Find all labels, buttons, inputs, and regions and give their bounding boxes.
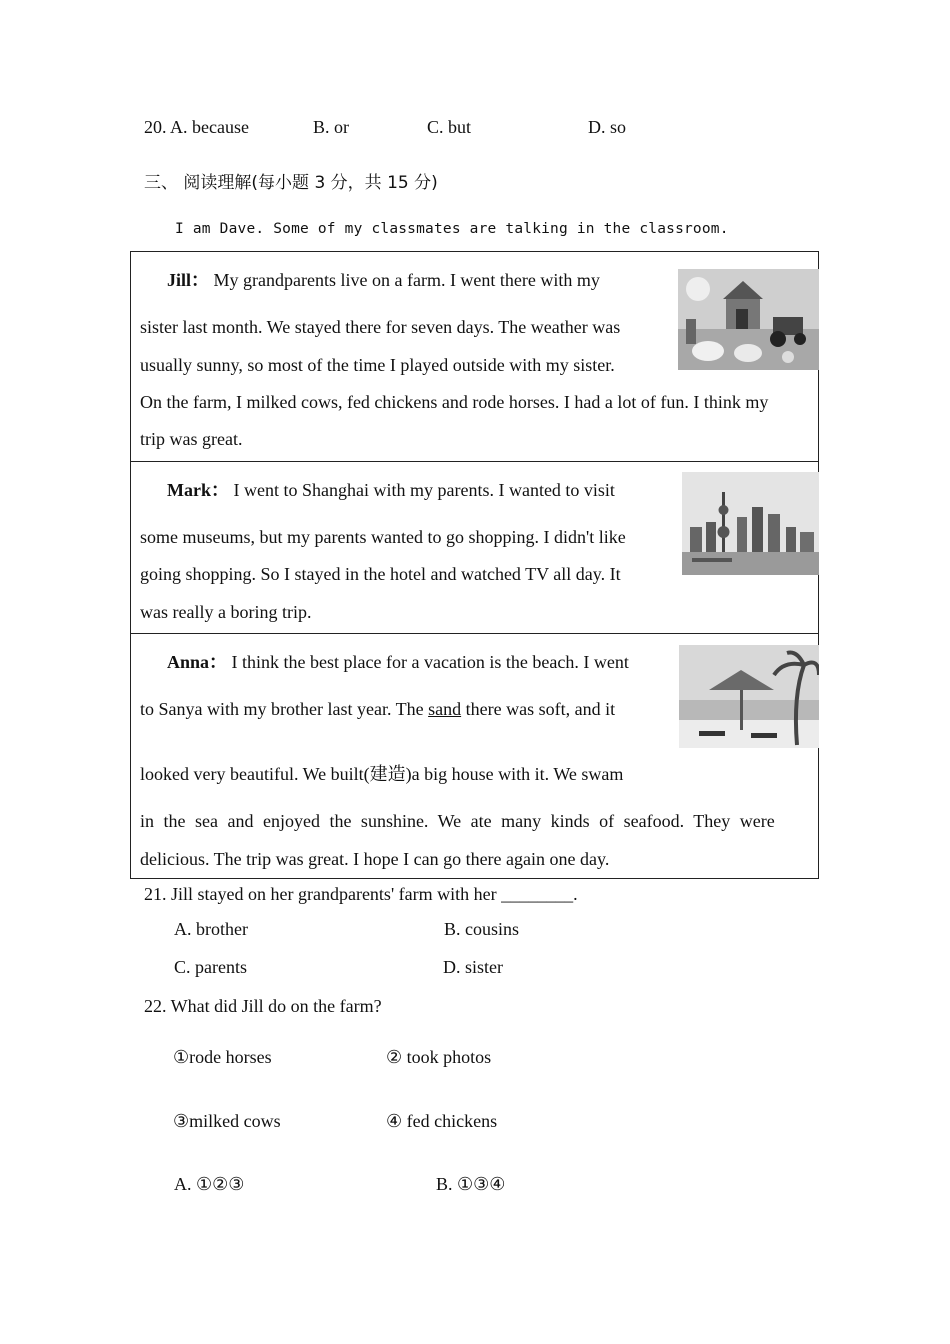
passage-divider <box>131 633 818 634</box>
q21-option-a: A. brother <box>174 919 248 939</box>
q22-option-a: A. ①②③ <box>174 1174 245 1194</box>
shanghai-skyline-image <box>682 472 819 575</box>
speaker-jill: Jill： <box>167 270 210 290</box>
speaker-mark: Mark： <box>167 480 229 500</box>
q21-option-b: B. cousins <box>444 919 520 939</box>
mark-line-3: going shopping. So I stayed in the hotel and watched TV all day. It <box>140 564 621 584</box>
q22-option-b: B. ①③④ <box>436 1174 506 1194</box>
q21-stem: 21. Jill stayed on her grandparents' farm with her ________. <box>144 884 578 904</box>
q22-item-3: ③milked cows <box>173 1111 281 1131</box>
anna-line-5: delicious. The trip was great. I hope I can go there again one day. <box>140 849 610 869</box>
jill-line-5: trip was great. <box>140 429 243 449</box>
jill-line-2: sister last month. We stayed there for seven days. The weather was <box>140 317 621 337</box>
q20-option-c: C. but <box>427 117 472 137</box>
section-title: 三、 阅读理解(每小题 3 分，共 15 分) <box>144 173 438 193</box>
mark-line-1: I went to Shanghai with my parents. I wanted to visit <box>233 480 615 500</box>
q21-option-d: D. sister <box>443 957 503 977</box>
underlined-word-sand: sand <box>428 699 462 719</box>
mark-line-2: some museums, but my parents wanted to go shopping. I didn't like <box>140 527 626 547</box>
anna-line-2a: to Sanya with my brother last year. The <box>140 699 424 719</box>
jill-line-3: usually sunny, so most of the time I played outside with my sister. <box>140 355 615 375</box>
anna-line-1: I think the best place for a vacation is the beach. I went <box>231 652 629 672</box>
passage-divider <box>131 461 818 462</box>
q21-option-c: C. parents <box>174 957 247 977</box>
q20-option-a: 20. A. because <box>144 117 249 137</box>
beach-umbrella-image <box>679 645 819 748</box>
reading-intro: I am Dave. Some of my classmates are talking in the classroom. <box>175 221 729 237</box>
anna-line-4: in the sea and enjoyed the sunshine. We ate many kinds of seafood. They were <box>140 811 775 831</box>
q22-stem: 22. What did Jill do on the farm? <box>144 996 382 1016</box>
farm-cartoon-image <box>678 269 819 370</box>
anna-line-3: looked very beautiful. We built(建造)a big house with it. We swam <box>140 764 624 784</box>
q20-option-d: D. so <box>588 117 627 137</box>
jill-line-1: My grandparents live on a farm. I went there with my <box>213 270 600 290</box>
q20-option-b: B. or <box>313 117 349 137</box>
speaker-anna: Anna： <box>167 652 228 672</box>
reading-passages-box <box>130 251 819 879</box>
q22-item-1: ①rode horses <box>173 1047 272 1067</box>
jill-line-4: On the farm, I milked cows, fed chickens and rode horses. I had a lot of fun. I think my <box>140 392 769 412</box>
anna-line-2b: there was soft, and it <box>465 699 616 719</box>
mark-line-4: was really a boring trip. <box>140 602 312 622</box>
q22-item-4: ④ fed chickens <box>386 1111 498 1131</box>
q22-item-2: ② took photos <box>386 1047 492 1067</box>
